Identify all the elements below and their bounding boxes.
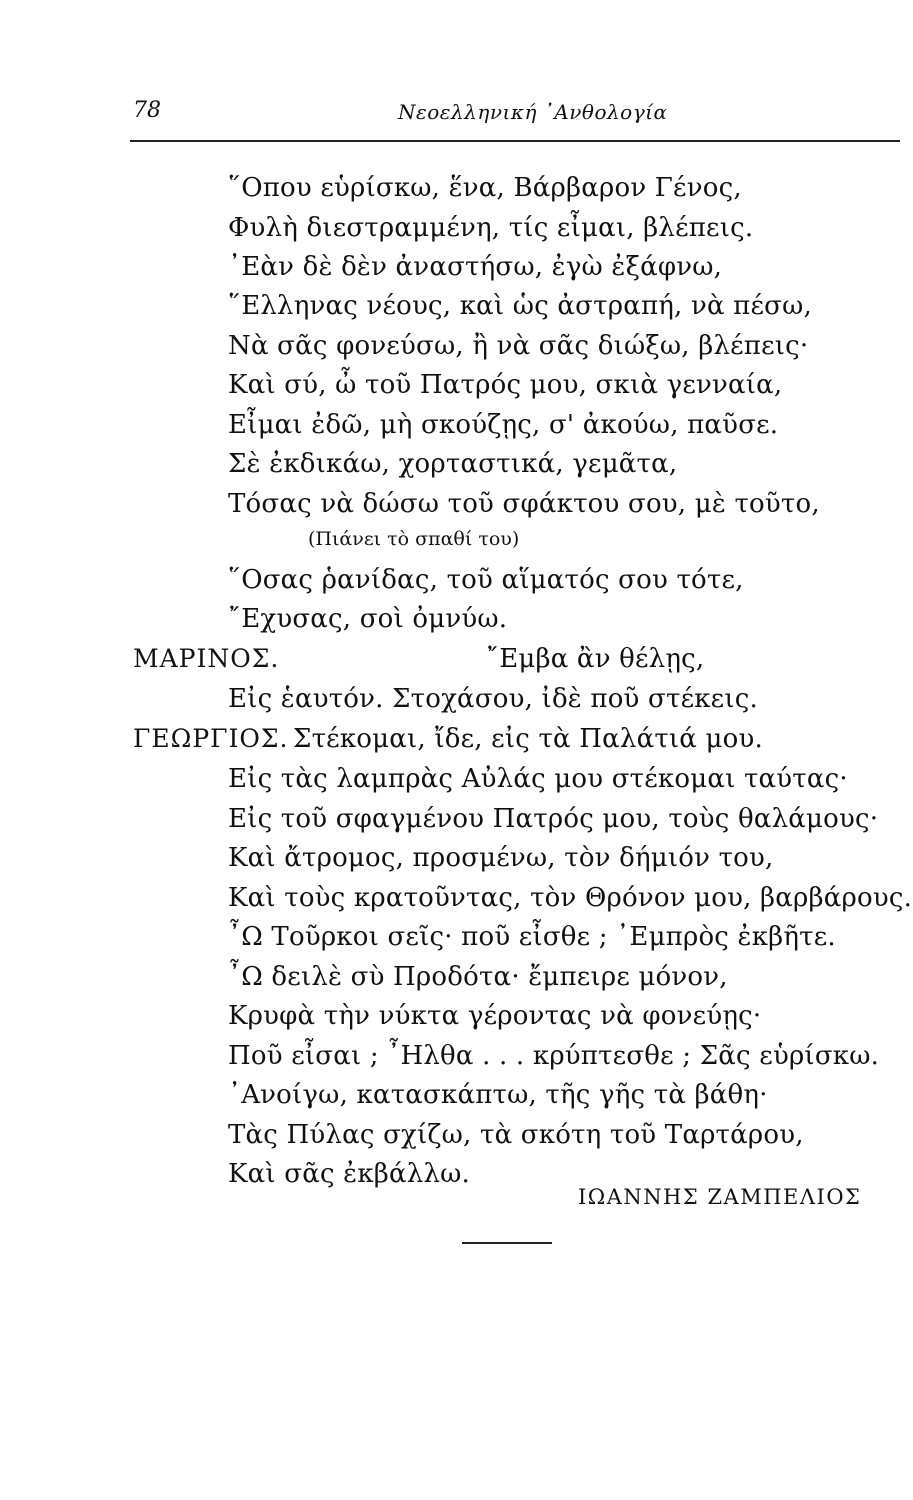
header-rule — [130, 140, 900, 142]
verse-line: Καὶ σύ, ὦ τοῦ Πατρός μου, σκιὰ γενναία, — [228, 370, 783, 400]
verse-line: Εἰς τοῦ σφαγμένου Πατρός μου, τοὺς θαλάμους· — [228, 804, 879, 834]
running-head: Νεοελληνική ᾿Ανθολογία — [398, 100, 668, 124]
speaker-name: ΓΕΩΡΓΙΟΣ. — [133, 724, 289, 753]
verse-line: ῏Ω Τοῦρκοι σεῖς· ποῦ εἶσθε ; ᾿Εμπρὸς ἐκβῆτε. — [228, 922, 836, 952]
verse-line: Εἰς ἑαυτόν. Στοχάσου, ἰδὲ ποῦ στέκεις. — [228, 684, 758, 714]
verse-line: Στέκομαι, ἴδε, εἰς τὰ Παλάτιά μου. — [293, 724, 763, 754]
stage-direction: (Πιάνει τὸ σπαθί του) — [308, 528, 520, 550]
speaker-name: ΜΑΡΙΝΟΣ. — [133, 644, 280, 673]
verse-line: ῎Εχυσας, σοὶ ὀμνύω. — [228, 604, 508, 634]
verse-line: ῞Οπου εὑρίσκω, ἕνα, Βάρβαρον Γένος, — [228, 173, 742, 203]
verse-line: Κρυφὰ τὴν νύκτα γέροντας νὰ φονεύῃς· — [228, 1001, 762, 1031]
verse-line: Καὶ ἄτρομος, προσμένω, τὸν δήμιόν του, — [228, 843, 774, 873]
verse-line: Εἶμαι ἐδῶ, μὴ σκούζῃς, σ' ἀκούω, παῦσε. — [228, 410, 779, 440]
verse-line: Σὲ ἐκδικάω, χορταστικά, γεμᾶτα, — [228, 449, 678, 479]
verse-line: ᾿Ανοίγω, κατασκάπτω, τῆς γῆς τὰ βάθη· — [228, 1080, 768, 1110]
end-rule — [462, 1242, 552, 1244]
verse-line: ῞Οσας ῥανίδας, τοῦ αἵματός σου τότε, — [228, 565, 744, 595]
verse-line: Νὰ σᾶς φονεύσω, ἢ νὰ σᾶς διώξω, βλέπεις· — [228, 331, 809, 361]
verse-line: Καὶ τοὺς κρατοῦντας, τὸν Θρόνον μου, βαρβάρους. — [228, 883, 913, 913]
verse-line: Ποῦ εἶσαι ; ῏Ηλθα . . . κρύπτεσθε ; Σᾶς εὑρίσκω. — [228, 1041, 880, 1071]
page-number: 78 — [133, 98, 161, 123]
verse-line: Φυλὴ διεστραμμένη, τίς εἶμαι, βλέπεις. — [228, 213, 754, 243]
author-signature: ΙΩΑΝΝΗΣ ΖΑΜΠΕΛΙΟΣ — [578, 1185, 862, 1209]
verse-line: Τόσας νὰ δώσω τοῦ σφάκτου σου, μὲ τοῦτο, — [228, 489, 820, 519]
verse-line: Καὶ σᾶς ἐκβάλλω. — [228, 1159, 470, 1189]
verse-line: ᾿Εὰν δὲ δὲν ἀναστήσω, ἐγὼ ἐξάφνω, — [228, 252, 723, 282]
verse-line: Εἰς τὰς λαμπρὰς Αὐλάς μου στέκομαι ταύτας· — [228, 764, 848, 794]
verse-line: ῞Ελληνας νέους, καὶ ὡς ἀστραπή, νὰ πέσω, — [228, 291, 812, 321]
verse-line: Τὰς Πύλας σχίζω, τὰ σκότη τοῦ Ταρτάρου, — [228, 1120, 804, 1150]
verse-line: ῏Ω δειλὲ σὺ Προδότα· ἔμπειρε μόνον, — [228, 962, 728, 992]
verse-line: ῎Εμβα ἂν θέλῃς, — [486, 644, 705, 674]
